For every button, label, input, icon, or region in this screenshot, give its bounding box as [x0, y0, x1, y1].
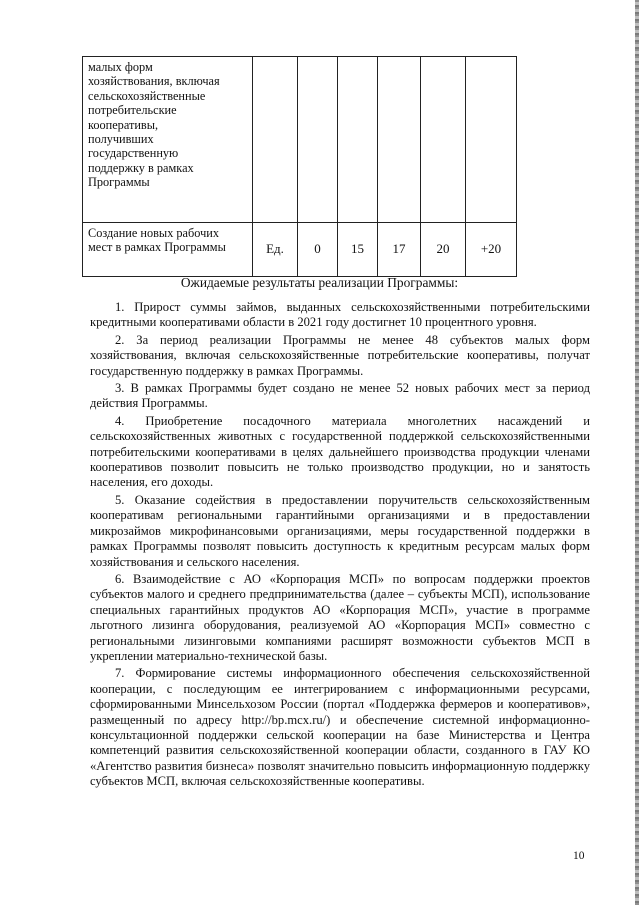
empty-cell — [338, 57, 378, 223]
result-paragraph: 3. В рамках Программы будет создано не менее 52 новых рабочих мест за период действия Программы. — [90, 381, 590, 411]
section-heading: Ожидаемые результаты реализации Программы: — [180, 275, 459, 290]
cell-text-line: сельскохозяйственные — [88, 88, 206, 103]
cell-text-line: хозяйствования, включая — [88, 74, 220, 89]
value-cell: 17 — [378, 223, 421, 277]
result-paragraph: 4. Приобретение посадочного материала многолетних насаждений и сельскохозяйственных животных с государственной поддержкой сельскохозяйственными потребительскими кооперативами в целях дальнейшего производства продукции членами кооперативов позволит повысить не только производство продукции, но и занятость населения, его доходы. — [90, 413, 590, 490]
value-cell: 15 — [338, 223, 378, 277]
cell-text-line: мест в рамках Программы — [88, 240, 226, 255]
indicators-table — [82, 56, 517, 277]
cell-text-line: потребительские — [88, 103, 177, 118]
value-cell: +20 — [466, 223, 517, 277]
page-number: 10 — [573, 850, 585, 862]
indicator-name-cell — [83, 223, 253, 277]
cell-text-line: поддержку в рамках — [88, 160, 194, 175]
table-row — [83, 223, 517, 277]
table-row — [83, 57, 517, 223]
cell-text-line: Создание новых рабочих — [88, 226, 220, 240]
scan-edge-artifact — [635, 0, 639, 905]
empty-cell — [253, 57, 298, 223]
empty-cell — [421, 57, 466, 223]
result-paragraph: 1. Прирост суммы займов, выданных сельскохозяйственными потребительскими кредитными кооперативами области в 2021 году достигнет 10 процентного уровня. — [90, 300, 590, 330]
empty-cell — [378, 57, 421, 223]
value-cell: 0 — [298, 223, 338, 277]
result-paragraph: 7. Формирование системы информационного обеспечения сельскохозяйственной кооперации, с последующим ее интегрированием с информационными ресурсами, сформированными Минсельхозом России (портал «Поддержка фермеров и кооперативов», размещенный по адресу http://bp.mcx.ru/) и обеспечение системной информационно-консультационной поддержки сельской кооперации на базе Министерства и Центра компетенций развития сельскохозяйственной кооперации области, созданного в ГАУ КО «Агентство развития бизнеса» позволят значительно повысить информационную поддержку субъектов МСП, включая сельскохозяйственные кооперативы. — [90, 666, 590, 789]
indicator-name-cell — [83, 57, 253, 223]
empty-cell — [466, 57, 517, 223]
result-paragraph: 6. Взаимодействие с АО «Корпорация МСП» по вопросам поддержки проектов субъектов малого и среднего предпринимательства (далее – субъекты МСП), использование специальных гарантийных продуктов АО «Корпорация МСП», участие в программе льготного лизинга оборудования, реализуемой АО «Корпорация МСП» совместно с региональными лизинговыми компаниями расширят возможности субъектов МСП в укреплении материально-технической базы. — [90, 571, 590, 663]
cell-text-line: Программы — [88, 175, 150, 190]
cell-text-line: малых форм — [88, 60, 153, 74]
result-paragraph: 2. За период реализации Программы не менее 48 субъектов малых форм хозяйствования, включая сельскохозяйственные потребительские кооперативы, получат государственную поддержку в рамках Программы. — [90, 332, 590, 378]
cell-text-line: получивших — [88, 132, 154, 147]
cell-text-line: кооперативы, — [88, 117, 159, 132]
results-list — [90, 300, 590, 790]
result-paragraph: 5. Оказание содействия в предоставлении поручительств сельскохозяйственным кооперативам региональными гарантийными организациями и в предоставлении микрозаймов микрофинансовыми организациями, меры государственной поддержки в рамках Программы позволят повысить доступность к кредитным ресурсам малых форм хозяйствования и сельского населения. — [90, 492, 590, 569]
empty-cell — [298, 57, 338, 223]
unit-cell: Ед. — [253, 223, 298, 277]
cell-text-line: государственную — [88, 146, 179, 161]
value-cell: 20 — [421, 223, 466, 277]
